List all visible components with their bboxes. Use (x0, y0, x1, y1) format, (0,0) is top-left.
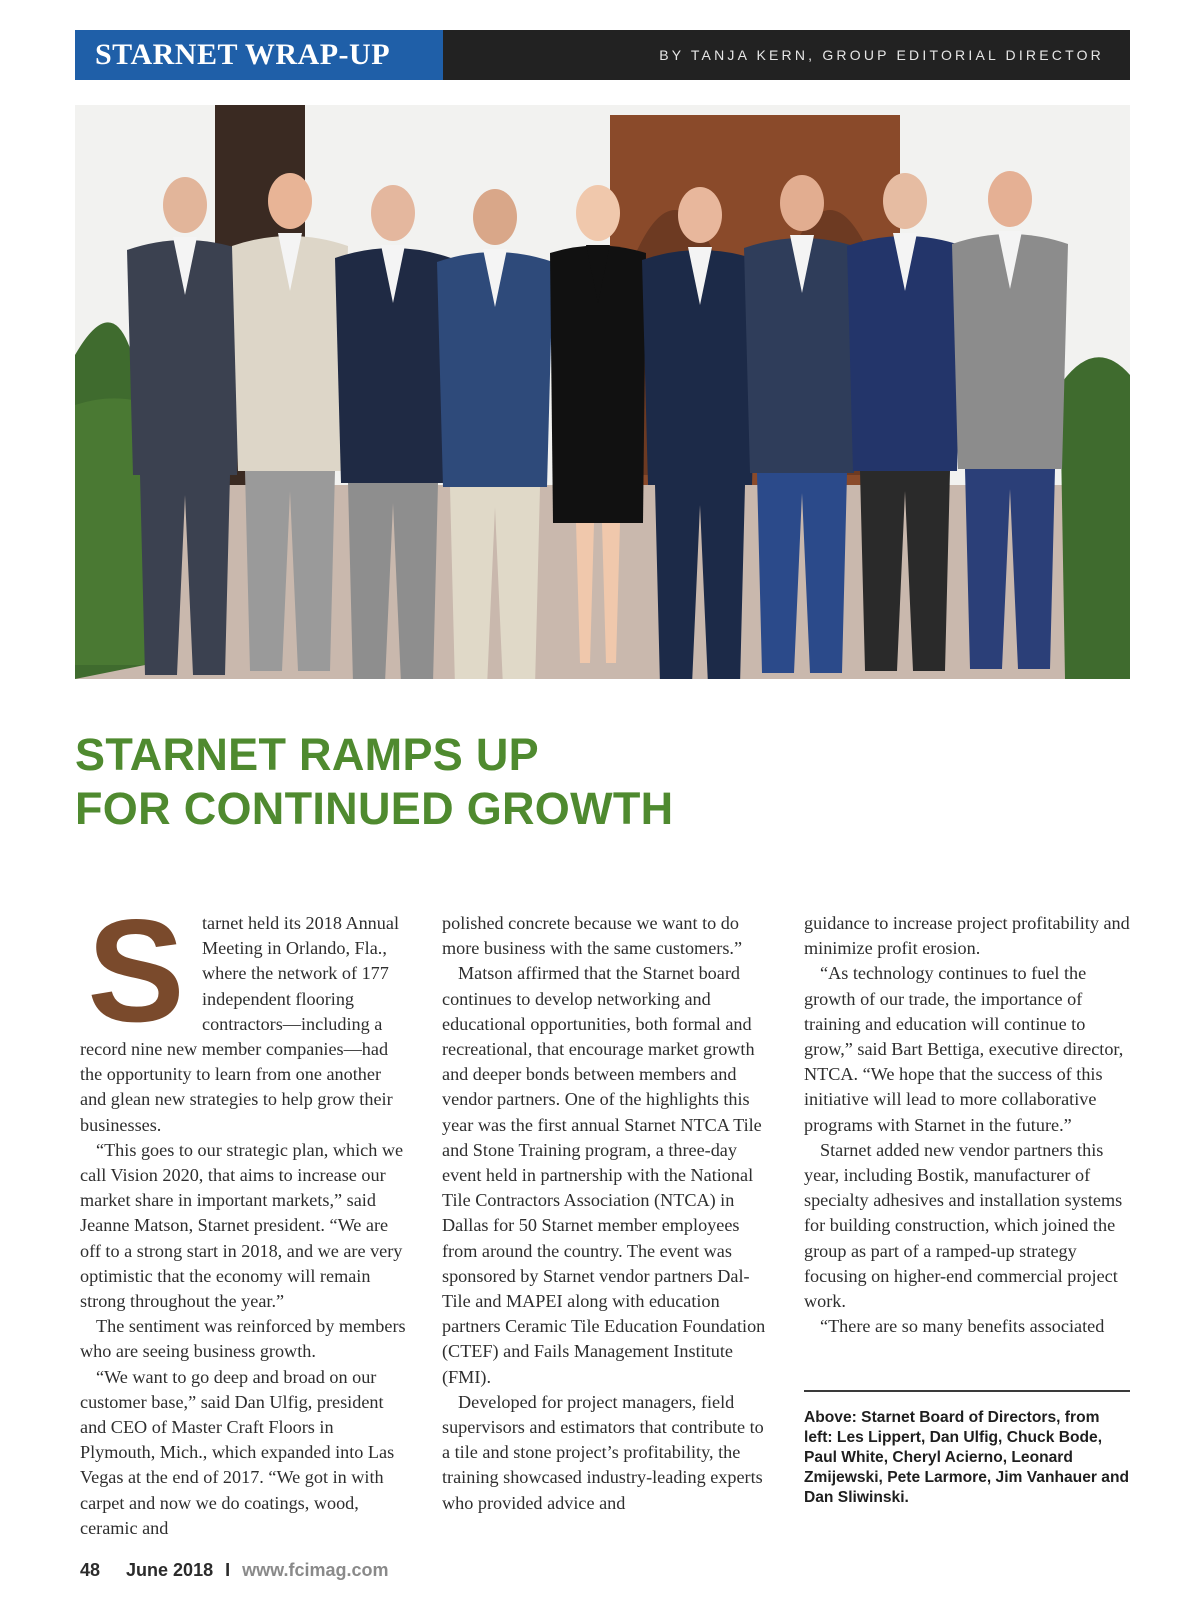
article-column-2 (442, 911, 768, 1516)
magazine-url[interactable]: www.fcimag.com (242, 1560, 389, 1580)
headline-line-1: STARNET RAMPS UP (75, 729, 539, 780)
paragraph-text: tarnet held its 2018 Annual Meeting in Orlando, Fla., where the network of 177 independent flooring contractors—including a record nine new member companies—had the opportunity to learn from one another and glean new strategies to help grow their businesses. (80, 913, 399, 1135)
caption-divider (804, 1390, 1130, 1392)
paragraph: Matson affirmed that the Starnet board continues to develop networking and educational opportunities, both formal and recreational, that encourage market growth and deeper bonds between members and vendor partners. One of the highlights this year was the first annual Starnet NTCA Tile and Stone Training program, a three-day event held in partnership with the National Tile Contractors Association (NTCA) in Dallas for 50 Starnet member employees from around the country. The event was sponsored by Starnet vendor partners Dal-Tile and MAPEI along with education partners Ceramic Tile Education Foundation (CTEF) and Fails Management Institute (FMI). (442, 963, 766, 1387)
section-tag: STARNET WRAP-UP (75, 30, 443, 80)
photo-caption: Above: Starnet Board of Directors, from left: Les Lippert, Dan Ulfig, Chuck Bode, Paul White, Cheryl Acierno, Leonard Zmijewski, Pete Larmore, Jim Vanhauer and Dan Sliwinski. (804, 1409, 1129, 1506)
article-column-1 (80, 889, 406, 1541)
issue-date: June 2018 (126, 1560, 214, 1580)
headline-line-2: FOR CONTINUED GROWTH (75, 783, 674, 834)
page-number: 48 (80, 1560, 101, 1580)
article-column-3 (804, 911, 1130, 1339)
page-footer (80, 1560, 388, 1581)
paragraph (80, 889, 406, 1138)
board-group-photo (75, 105, 1130, 679)
group-photo-illustration (75, 105, 1130, 679)
paragraph: “We want to go deep and broad on our customer base,” said Dan Ulfig, president and CEO of Master Craft Floors in Plymouth, Mich., which expanded into Las Vegas at the end of 2017. “We got in with carpet and now we do coatings, wood, ceramic and (80, 1366, 395, 1538)
paragraph: Starnet added new vendor partners this year, including Bostik, manufacturer of specialty adhesives and installation systems for building construction, which joined the group as part of a ramped-up strategy focusing on higher-end commercial project work. (804, 1139, 1123, 1312)
paragraph: “As technology continues to fuel the growth of our trade, the importance of training and education will continue to grow,” said Bart Bettiga, executive director, NTCA. “We hope that the success of this initiative will lead to more collaborative programs with Starnet in the future.” (804, 963, 1124, 1135)
paragraph: Developed for project managers, field supervisors and estimators that contribute to a tile and stone project’s profitability, the training showcased industry-leading experts who provided advice and (442, 1391, 764, 1513)
paragraph: polished concrete because we want to do more business with the same customers.” (442, 913, 743, 959)
drop-cap: S (87, 889, 185, 1052)
byline: BY TANJA KERN, GROUP EDITORIAL DIRECTOR (659, 47, 1104, 63)
paragraph: “There are so many benefits associated (820, 1316, 1105, 1337)
article-headline (75, 728, 1075, 836)
paragraph: guidance to increase project profitability and minimize profit erosion. (804, 913, 1130, 959)
paragraph: “This goes to our strategic plan, which we call Vision 2020, that aims to increase our market share in important markets,” said Jeanne Matson, Starnet president. “We are off to a strong start in 2018, and we are very optimistic that the economy will remain strong throughout the year.” (80, 1139, 404, 1312)
section-header-bar (75, 30, 1130, 80)
footer-separator: I (225, 1560, 231, 1580)
paragraph: The sentiment was reinforced by members who are seeing business growth. (80, 1316, 406, 1362)
